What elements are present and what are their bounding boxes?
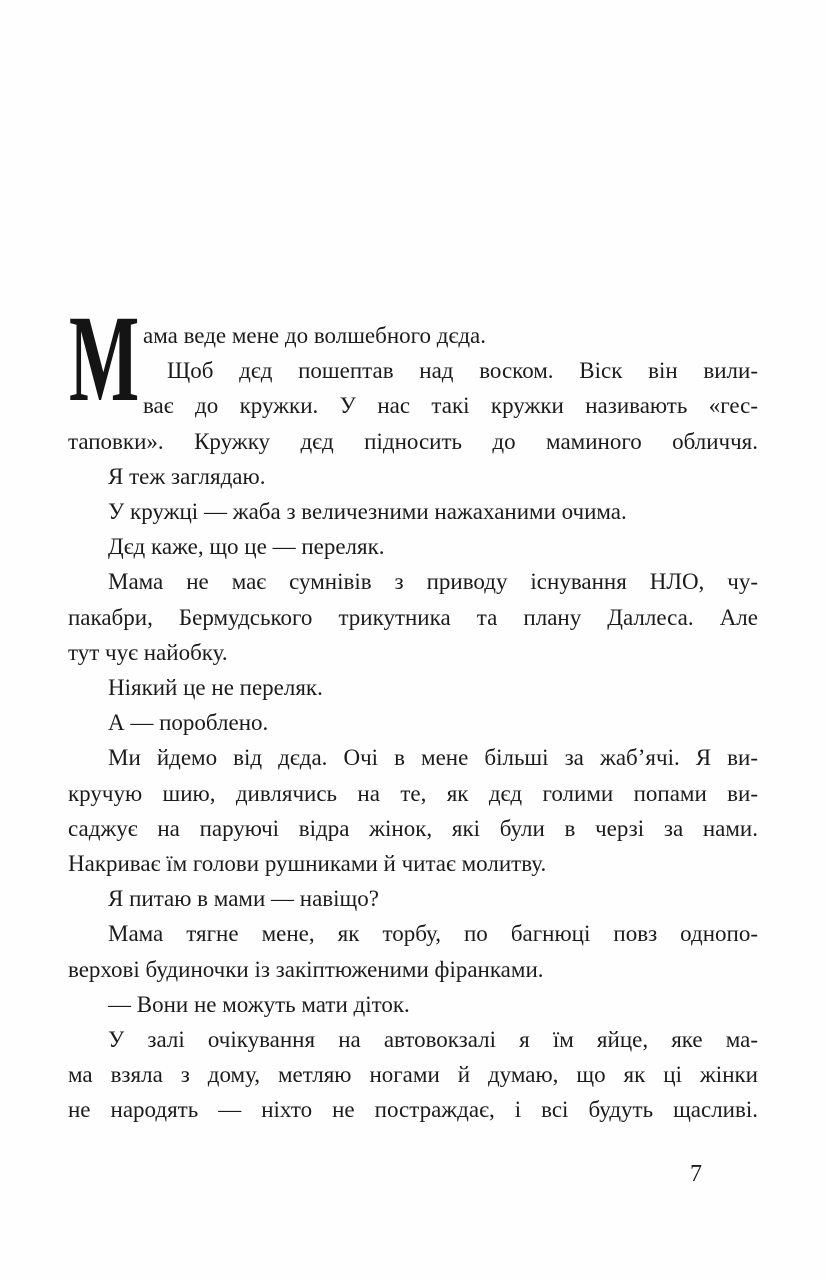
text-line: У кружці — жаба з величезними нажаханими очима. (108, 499, 627, 525)
text-line: ває до кружки. У нас такі кружки називають «гес- (143, 393, 758, 419)
text-line: тут чує найобку. (68, 639, 228, 665)
drop-cap-letter: М (69, 290, 140, 427)
text-line: — Вони не можуть мати діток. (108, 991, 410, 1017)
text-line: верхові будиночки із закіптюженими фіранками. (68, 956, 544, 982)
text-line: пакабри, Бермудського трикутника та плану Даллеса. Але (68, 604, 758, 630)
text-line: Ми йдемо від дєда. Очі в мене більші за жаб’ячі. Я ви- (108, 745, 758, 771)
text-line: Мама не має сумнівів з приводу існування НЛО, чу- (108, 569, 758, 595)
text-line: Я теж заглядаю. (108, 463, 266, 489)
body-text (68, 290, 758, 1128)
text-line: Мама тягне мене, як торбу, по багнюці повз однопо- (108, 921, 758, 947)
text-line: кручую шию, дивлячись на те, як дєд голими попами ви- (68, 780, 758, 806)
text-line: саджує на паруючі відра жінок, які були в черзі за нами. (68, 815, 758, 841)
text-line: Ніякий це не переляк. (108, 675, 323, 701)
text-line: А — пороблено. (108, 710, 269, 736)
text-line: не народять — ніхто не постраждає, і всі будуть щасливі. (68, 1097, 758, 1123)
text-line: Накриває їм голови рушниками й читає молитву. (68, 851, 547, 877)
text-line: Я питаю в мами — навіщо? (108, 886, 379, 912)
text-line: Щоб дєд пошептав над воском. Віск він вили- (167, 358, 758, 384)
text-line: Дєд каже, що це — переляк. (108, 534, 385, 560)
text-line: ма взяла з дому, метляю ногами й думаю, що як ці жінки (68, 1062, 758, 1088)
text-line: У залі очікування на автовокзалі я їм яйце, яке ма- (108, 1027, 758, 1053)
text-line: таповки». Кружку дєд підносить до маминого обличчя. (68, 428, 758, 454)
page-number: 7 (690, 1161, 702, 1187)
text-line: ама веде мене до волшебного дєда. (143, 323, 486, 348)
